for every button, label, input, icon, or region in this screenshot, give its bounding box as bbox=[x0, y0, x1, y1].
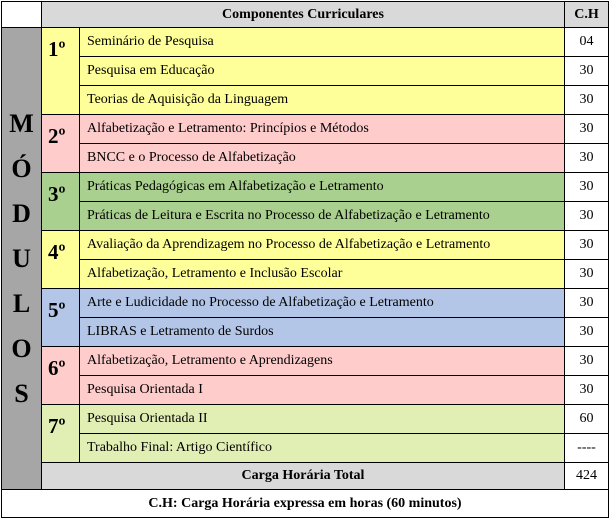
course-hours: 30 bbox=[564, 346, 609, 375]
course-name: Práticas de Leitura e Escrita no Processo de Alfabetização e Letramento bbox=[79, 201, 564, 230]
module-number: 5º bbox=[41, 288, 79, 346]
header-hours: C.H bbox=[564, 1, 609, 27]
course-hours: 04 bbox=[564, 27, 609, 56]
course-name: Pesquisa Orientada I bbox=[79, 375, 564, 404]
course-name: BNCC e o Processo de Alfabetização bbox=[79, 143, 564, 172]
module-number: 1º bbox=[41, 27, 79, 114]
modulos-letter: D bbox=[12, 199, 31, 228]
modulos-side-label bbox=[1, 27, 41, 489]
total-label: Carga Horária Total bbox=[41, 462, 564, 489]
module-number: 4º bbox=[41, 230, 79, 288]
course-name: Alfabetização, Letramento e Inclusão Escolar bbox=[79, 259, 564, 288]
course-hours: ---- bbox=[564, 433, 609, 462]
course-hours: 30 bbox=[564, 143, 609, 172]
course-name: Avaliação da Aprendizagem no Processo de Alfabetização e Letramento bbox=[79, 230, 564, 259]
modulos-letter: Ó bbox=[11, 154, 32, 183]
course-hours: 30 bbox=[564, 259, 609, 288]
course-name: Teorias de Aquisição da Linguagem bbox=[79, 85, 564, 114]
course-name: Arte e Ludicidade no Processo de Alfabetização e Letramento bbox=[79, 288, 564, 317]
course-name: Alfabetização, Letramento e Aprendizagens bbox=[79, 346, 564, 375]
course-name: Pesquisa Orientada II bbox=[79, 404, 564, 433]
modulos-letter: S bbox=[14, 379, 29, 408]
modulos-letter: U bbox=[12, 244, 31, 273]
course-name: Alfabetização e Letramento: Princípios e Métodos bbox=[79, 114, 564, 143]
course-hours: 30 bbox=[564, 201, 609, 230]
course-hours: 30 bbox=[564, 56, 609, 85]
course-name: Práticas Pedagógicas em Alfabetização e Letramento bbox=[79, 172, 564, 201]
course-hours: 30 bbox=[564, 375, 609, 404]
modulos-letter: L bbox=[12, 289, 31, 318]
modulos-letter: O bbox=[11, 334, 32, 363]
module-number: 6º bbox=[41, 346, 79, 404]
course-hours: 30 bbox=[564, 230, 609, 259]
course-hours: 30 bbox=[564, 172, 609, 201]
header-corner bbox=[1, 1, 41, 27]
module-number: 2º bbox=[41, 114, 79, 172]
footnote: C.H: Carga Horária expressa em horas (60 minutos) bbox=[1, 489, 609, 518]
course-hours: 30 bbox=[564, 85, 609, 114]
course-name: Pesquisa em Educação bbox=[79, 56, 564, 85]
header-title: Componentes Curriculares bbox=[41, 1, 564, 27]
course-name: Trabalho Final: Artigo Científico bbox=[79, 433, 564, 462]
course-hours: 30 bbox=[564, 317, 609, 346]
module-number: 3º bbox=[41, 172, 79, 230]
course-hours: 30 bbox=[564, 114, 609, 143]
module-number: 7º bbox=[41, 404, 79, 462]
total-hours: 424 bbox=[564, 462, 609, 489]
modulos-letter: M bbox=[9, 109, 34, 138]
course-name: Seminário de Pesquisa bbox=[79, 27, 564, 56]
course-name: LIBRAS e Letramento de Surdos bbox=[79, 317, 564, 346]
course-hours: 60 bbox=[564, 404, 609, 433]
course-hours: 30 bbox=[564, 288, 609, 317]
curriculum-table bbox=[1, 1, 609, 525]
